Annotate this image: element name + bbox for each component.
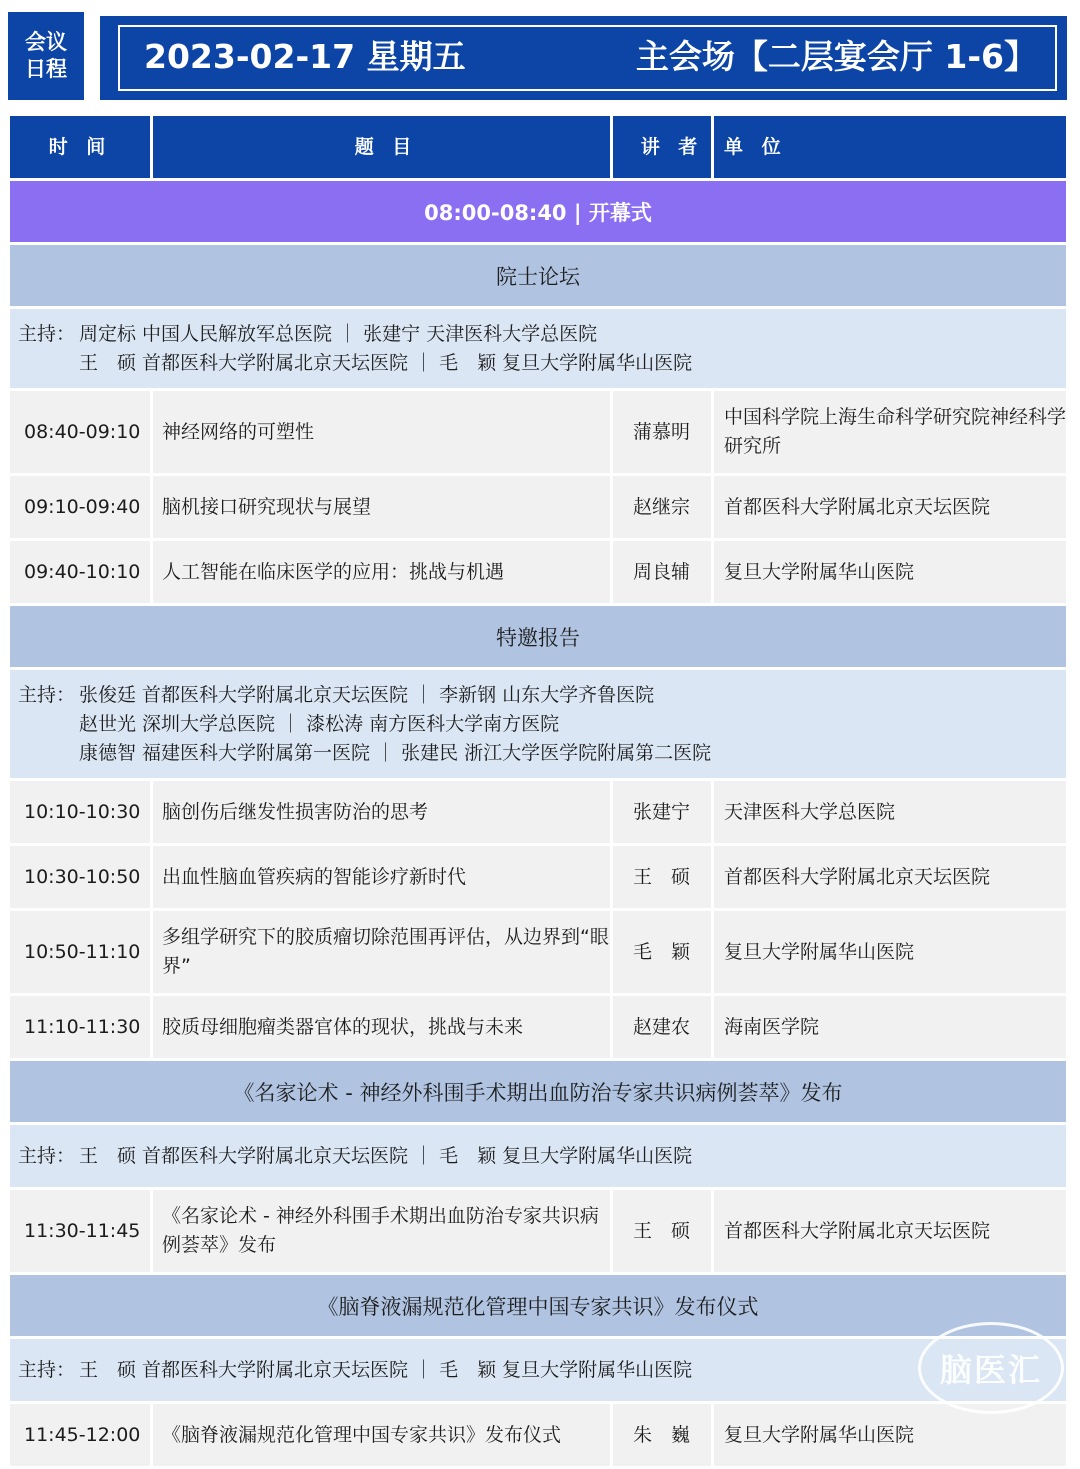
badge-line-1: 会议	[25, 30, 67, 54]
host-line: 王 硕 首都医科大学附属北京天坛医院 ｜ 毛 颖 复旦大学附属华山医院	[79, 1358, 693, 1381]
topic-cell: 《名家论术 - 神经外科围手术期出血防治专家共识病例荟萃》发布	[150, 1190, 610, 1272]
topic-cell: 多组学研究下的胶质瘤切除范围再评估，从边界到“眼界”	[150, 911, 610, 993]
speaker-cell: 张建宁	[610, 781, 711, 843]
speaker-cell: 周良辅	[610, 541, 711, 603]
table-row	[10, 1190, 1066, 1275]
header-unit: 单 位	[711, 116, 1066, 178]
topic-cell: 神经网络的可塑性	[150, 391, 610, 473]
unit-cell: 首都医科大学附属北京天坛医院	[711, 476, 1066, 538]
time-cell: 11:45-12:00	[24, 1423, 141, 1446]
table-row	[10, 781, 1066, 846]
section-title: 特邀报告	[10, 606, 1066, 670]
opening-row: 08:00-08:40 | 开幕式	[10, 181, 1066, 245]
section-title: 《脑脊液漏规范化管理中国专家共识》发布仪式	[10, 1275, 1066, 1339]
unit-cell: 复旦大学附属华山医院	[711, 911, 1066, 993]
host-line: 王 硕 首都医科大学附属北京天坛医院 ｜ 毛 颖 复旦大学附属华山医院	[79, 1144, 693, 1167]
speaker-cell: 毛 颖	[610, 911, 711, 993]
host-line: 康德智 福建医科大学附属第一医院 ｜ 张建民 浙江大学医学院附属第二医院	[79, 741, 712, 764]
speaker-cell: 朱 巍	[610, 1404, 711, 1466]
table-row	[10, 911, 1066, 996]
unit-cell: 海南医学院	[711, 996, 1066, 1058]
host-prefix: 主持：	[18, 1144, 76, 1167]
table-row	[10, 1404, 1066, 1469]
table-row	[10, 846, 1066, 911]
header-topic: 题 目	[150, 116, 610, 178]
header-time: 时 间	[48, 135, 112, 158]
topic-cell: 胶质母细胞瘤类器官体的现状，挑战与未来	[150, 996, 610, 1058]
time-cell: 08:40-09:10	[24, 420, 141, 443]
topic-cell: 脑机接口研究现状与展望	[150, 476, 610, 538]
host-line: 周定标 中国人民解放军总医院 ｜ 张建宁 天津医科大学总医院	[79, 322, 598, 345]
unit-cell: 复旦大学附属华山医院	[711, 541, 1066, 603]
session-venue: 主会场【二层宴会厅 1-6】	[635, 37, 1037, 76]
topic-cell: 脑创伤后继发性损害防治的思考	[150, 781, 610, 843]
host-prefix: 主持：	[18, 683, 76, 706]
time-cell: 10:10-10:30	[24, 800, 141, 823]
speaker-cell: 赵继宗	[610, 476, 711, 538]
table-row	[10, 996, 1066, 1061]
host-line: 张俊廷 首都医科大学附属北京天坛医院 ｜ 李新钢 山东大学齐鲁医院	[79, 683, 655, 706]
unit-cell: 天津医科大学总医院	[711, 781, 1066, 843]
time-cell: 09:40-10:10	[24, 560, 141, 583]
table-row	[10, 476, 1066, 541]
table-row	[10, 391, 1066, 476]
speaker-cell: 王 硕	[610, 846, 711, 908]
host-prefix: 主持：	[18, 322, 76, 345]
host-line: 赵世光 深圳大学总医院 ｜ 漆松涛 南方医科大学南方医院	[79, 712, 560, 735]
watermark-logo: 脑医汇	[918, 1322, 1064, 1414]
host-row	[10, 1339, 1066, 1404]
time-cell: 11:30-11:45	[24, 1219, 141, 1242]
topic-cell: 出血性脑血管疾病的智能诊疗新时代	[150, 846, 610, 908]
topic-cell: 《脑脊液漏规范化管理中国专家共识》发布仪式	[150, 1404, 610, 1466]
host-row	[10, 1125, 1066, 1190]
agenda-badge	[8, 12, 84, 100]
badge-line-2: 日程	[25, 57, 67, 81]
table-header-row	[10, 116, 1066, 181]
unit-cell: 中国科学院上海生命科学研究院神经科学研究所	[711, 391, 1066, 473]
unit-cell: 首都医科大学附属北京天坛医院	[711, 846, 1066, 908]
agenda-table	[10, 116, 1066, 1469]
section-title: 《名家论术 - 神经外科围手术期出血防治专家共识病例荟萃》发布	[10, 1061, 1066, 1125]
topic-cell: 人工智能在临床医学的应用：挑战与机遇	[150, 541, 610, 603]
time-cell: 11:10-11:30	[24, 1015, 141, 1038]
time-cell: 09:10-09:40	[24, 495, 141, 518]
host-line: 王 硕 首都医科大学附属北京天坛医院 ｜ 毛 颖 复旦大学附属华山医院	[79, 351, 693, 374]
speaker-cell: 蒲慕明	[610, 391, 711, 473]
header-banner	[100, 16, 1067, 100]
host-row	[10, 309, 1066, 391]
unit-cell: 首都医科大学附属北京天坛医院	[711, 1190, 1066, 1272]
host-prefix: 主持：	[18, 1358, 76, 1381]
header-speaker: 讲 者	[610, 116, 711, 178]
session-date: 2023-02-17 星期五	[144, 37, 466, 76]
time-cell: 10:30-10:50	[24, 865, 141, 888]
time-cell: 10:50-11:10	[24, 940, 141, 963]
table-row	[10, 541, 1066, 606]
speaker-cell: 赵建农	[610, 996, 711, 1058]
section-title: 院士论坛	[10, 245, 1066, 309]
host-row	[10, 670, 1066, 781]
unit-cell: 复旦大学附属华山医院	[711, 1404, 1066, 1466]
speaker-cell: 王 硕	[610, 1190, 711, 1272]
